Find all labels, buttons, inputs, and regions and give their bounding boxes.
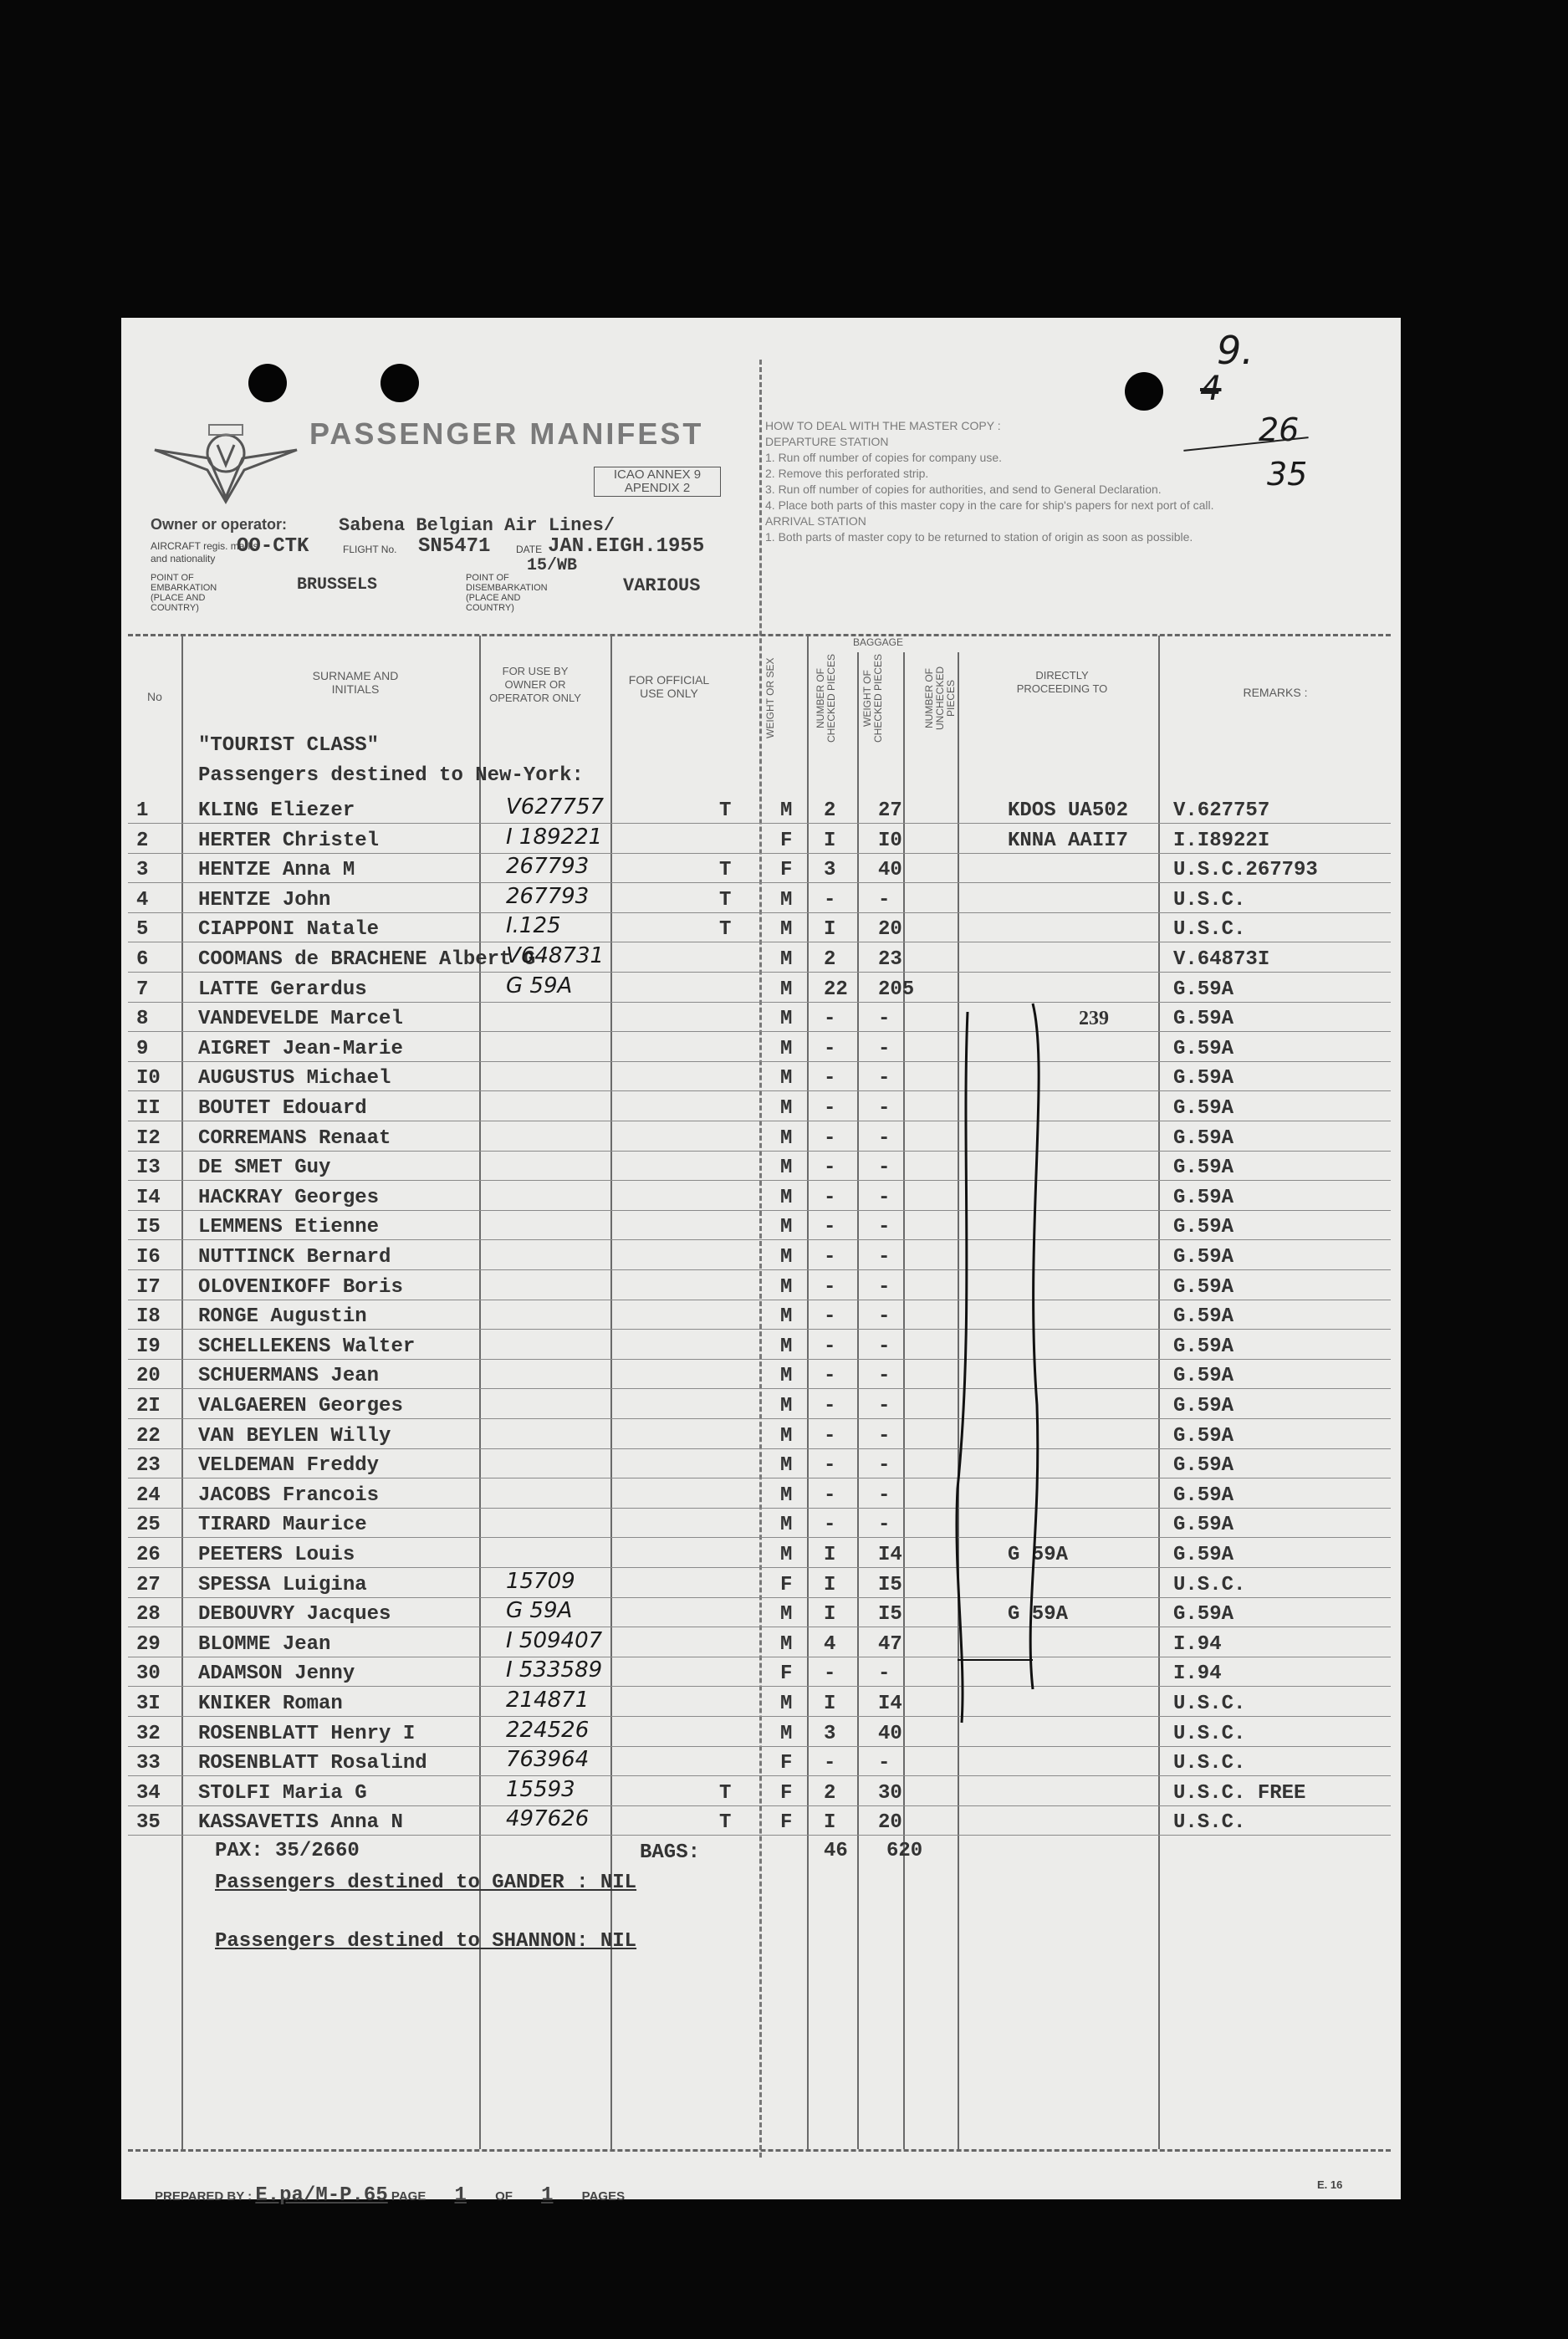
passenger-sex: M	[780, 1633, 793, 1656]
proceeding-to: G 59A	[1008, 1603, 1069, 1626]
passenger-sex: M	[780, 889, 793, 912]
remarks-value: G.59A	[1173, 1067, 1234, 1090]
checked-weight: I4	[878, 1693, 902, 1715]
col-header-unchecked: NUMBER OF UNCHECKED PIECES	[923, 666, 957, 731]
remarks-value: G.59A	[1173, 1305, 1234, 1328]
checked-pieces: -	[824, 1454, 836, 1477]
checked-pieces: 3	[824, 859, 836, 881]
page-label: PAGE	[391, 2189, 426, 2204]
checked-pieces: -	[824, 1276, 836, 1299]
checked-weight: 20	[878, 1811, 902, 1834]
passenger-name: ROSENBLATT Henry I	[198, 1723, 416, 1745]
checked-pieces: I	[824, 1811, 836, 1834]
col-header-official-use: FOR OFFICIAL USE ONLY	[628, 673, 710, 700]
handwritten-number: 763964	[506, 1747, 590, 1772]
passenger-sex: M	[780, 1425, 793, 1448]
handwritten-number: 214871	[506, 1688, 590, 1713]
passenger-name: AUGUSTUS Michael	[198, 1067, 391, 1090]
remarks-value: G.59A	[1173, 1008, 1234, 1030]
owner-value: Sabena Belgian Air Lines/	[339, 515, 615, 536]
passenger-name: KNIKER Roman	[198, 1693, 343, 1715]
checked-pieces: I	[824, 1574, 836, 1596]
passenger-sex: M	[780, 1216, 793, 1238]
checked-weight: -	[878, 1038, 891, 1060]
instruction-line: HOW TO DEAL WITH THE MASTER COPY :	[765, 419, 1001, 432]
checked-weight: 27	[878, 799, 902, 822]
handwritten-marks	[121, 318, 1401, 2199]
form-code: E. 16	[1317, 2178, 1343, 2191]
handwritten-number: I 533589	[506, 1657, 603, 1683]
handwritten-number: G 59A	[506, 973, 573, 998]
remarks-value: I.I8922I	[1173, 830, 1270, 852]
row-number: 32	[136, 1723, 161, 1745]
bags-weight: 620	[886, 1840, 923, 1862]
checked-weight: 40	[878, 859, 902, 881]
col-header-weight-checked: WEIGHT OF CHECKED PIECES	[861, 653, 884, 743]
date-sub: 15/WB	[527, 556, 578, 575]
row-number: 8	[136, 1008, 149, 1030]
handwritten-number: 267793	[506, 884, 590, 909]
row-number: 20	[136, 1365, 161, 1387]
passenger-name: BOUTET Edouard	[198, 1097, 367, 1120]
checked-weight: -	[878, 1305, 891, 1328]
handwritten-number: I 509407	[506, 1628, 603, 1653]
row-number: I2	[136, 1127, 161, 1150]
passenger-name: HENTZE Anna M	[198, 859, 355, 881]
passenger-sex: M	[780, 1067, 793, 1090]
date-value: JAN.EIGH.1955	[548, 535, 705, 558]
row-number: I7	[136, 1276, 161, 1299]
corner-note: 35	[1267, 456, 1308, 493]
instruction-line: 2. Remove this perforated strip.	[765, 467, 929, 480]
passenger-name: HACKRAY Georges	[198, 1187, 380, 1209]
remarks-value: G.59A	[1173, 1216, 1234, 1238]
remarks-value: G.59A	[1173, 1097, 1234, 1120]
passenger-sex: M	[780, 1127, 793, 1150]
col-header-baggage: BAGGAGE	[852, 636, 904, 648]
checked-pieces: I	[824, 1544, 836, 1566]
checked-weight: -	[878, 1187, 891, 1209]
row-number: 2	[136, 830, 149, 852]
passenger-name: KLING Eliezer	[198, 799, 355, 822]
document-title: PASSENGER MANIFEST	[309, 416, 704, 451]
remarks-value: G.59A	[1173, 1484, 1234, 1507]
row-number: 9	[136, 1038, 149, 1060]
row-number: I8	[136, 1305, 161, 1328]
handwritten-number: 267793	[506, 854, 590, 879]
row-number: 23	[136, 1454, 161, 1477]
passenger-sex: M	[780, 1305, 793, 1328]
checked-weight: -	[878, 1752, 891, 1775]
row-number: 29	[136, 1633, 161, 1656]
remarks-value: G.59A	[1173, 1603, 1234, 1626]
passenger-sex: M	[780, 1187, 793, 1209]
handwritten-number: 497626	[506, 1806, 590, 1831]
row-number: 35	[136, 1811, 161, 1834]
row-number: 6	[136, 948, 149, 971]
checked-weight: -	[878, 1454, 891, 1477]
checked-weight: -	[878, 1484, 891, 1507]
passenger-name: KASSAVETIS Anna N	[198, 1811, 403, 1834]
checked-pieces: -	[824, 1097, 836, 1120]
passenger-sex: M	[780, 1454, 793, 1477]
passenger-sex: M	[780, 918, 793, 941]
row-number: 34	[136, 1782, 161, 1805]
section-new-york: Passengers destined to New-York:	[198, 764, 584, 787]
checked-weight: I5	[878, 1603, 902, 1626]
remarks-value: U.S.C.	[1173, 1752, 1246, 1775]
checked-weight: -	[878, 1157, 891, 1179]
row-number: 4	[136, 889, 149, 912]
passenger-sex: F	[780, 859, 793, 881]
row-number: I6	[136, 1246, 161, 1269]
passenger-sex: F	[780, 830, 793, 852]
col-header-directly: DIRECTLY PROCEEDING TO	[1016, 669, 1108, 695]
checked-pieces: 4	[824, 1633, 836, 1656]
checked-pieces: I	[824, 830, 836, 852]
remarks-value: U.S.C.	[1173, 1693, 1246, 1715]
row-number: 3	[136, 859, 149, 881]
checked-weight: -	[878, 889, 891, 912]
ticket-mark: T	[719, 889, 732, 912]
passenger-sex: M	[780, 1157, 793, 1179]
of-label: OF	[495, 2189, 513, 2204]
remarks-value: G.59A	[1173, 1454, 1234, 1477]
passenger-sex: M	[780, 1335, 793, 1358]
passenger-sex: F	[780, 1752, 793, 1775]
row-number: 30	[136, 1662, 161, 1685]
checked-weight: 40	[878, 1723, 902, 1745]
handwritten-number: V648731	[506, 943, 605, 968]
passenger-sex: F	[780, 1811, 793, 1834]
passenger-sex: M	[780, 1723, 793, 1745]
passenger-name: ROSENBLATT Rosalind	[198, 1752, 427, 1775]
passenger-name: PEETERS Louis	[198, 1544, 355, 1566]
checked-pieces: 3	[824, 1723, 836, 1745]
bags-label: BAGS:	[640, 1841, 701, 1864]
row-number: 1	[136, 799, 149, 822]
passenger-sex: F	[780, 1782, 793, 1805]
row-number: I3	[136, 1157, 161, 1179]
date-label: DATE	[516, 544, 543, 555]
passenger-name: OLOVENIKOFF Boris	[198, 1276, 403, 1299]
section-class: "TOURIST CLASS"	[198, 734, 380, 757]
remarks-value: U.S.C.	[1173, 1574, 1246, 1596]
col-header-surname: SURNAME AND INITIALS	[312, 669, 399, 696]
passenger-sex: M	[780, 1246, 793, 1269]
owner-label: Owner or operator:	[151, 516, 288, 533]
remarks-value: I.94	[1173, 1633, 1222, 1656]
checked-weight: I4	[878, 1544, 902, 1566]
checked-weight: -	[878, 1246, 891, 1269]
checked-weight: -	[878, 1514, 891, 1536]
remarks-value: U.S.C.	[1173, 918, 1246, 941]
remarks-value: G.59A	[1173, 1395, 1234, 1417]
passenger-name: HENTZE John	[198, 889, 331, 912]
passenger-name: DEBOUVRY Jacques	[198, 1603, 391, 1626]
checked-weight: -	[878, 1662, 891, 1685]
remarks-value: G.59A	[1173, 1276, 1234, 1299]
embark-label: POINT OF EMBARKATION (PLACE AND COUNTRY)	[151, 573, 217, 613]
passenger-name: RONGE Augustin	[198, 1305, 367, 1328]
passenger-name: DE SMET Guy	[198, 1157, 331, 1179]
instruction-line: ARRIVAL STATION	[765, 514, 866, 528]
handwritten-number: V627757	[506, 794, 605, 820]
row-number: 27	[136, 1574, 161, 1596]
remarks-value: U.S.C.267793	[1173, 859, 1318, 881]
passenger-sex: F	[780, 1574, 793, 1596]
checked-weight: -	[878, 1127, 891, 1150]
manifest-sheet	[121, 318, 1401, 2207]
checked-pieces: -	[824, 1514, 836, 1536]
row-number: 7	[136, 978, 149, 1001]
row-number: 26	[136, 1544, 161, 1566]
disembark-value: VARIOUS	[623, 575, 701, 596]
ticket-mark: T	[719, 918, 732, 941]
checked-pieces: -	[824, 1067, 836, 1090]
checked-pieces: -	[824, 1395, 836, 1417]
passenger-sex: M	[780, 1603, 793, 1626]
remarks-value: U.S.C.	[1173, 1723, 1246, 1745]
handwritten-number: 15593	[506, 1777, 575, 1802]
checked-pieces: -	[824, 1127, 836, 1150]
passenger-sex: M	[780, 1484, 793, 1507]
passenger-name: LATTE Gerardus	[198, 978, 367, 1001]
checked-weight: -	[878, 1395, 891, 1417]
checked-pieces: -	[824, 1157, 836, 1179]
passenger-sex: M	[780, 1097, 793, 1120]
handwritten-number: 15709	[506, 1569, 575, 1594]
remarks-value: U.S.C. FREE	[1173, 1782, 1306, 1805]
passenger-name: VELDEMAN Freddy	[198, 1454, 380, 1477]
row-number: I9	[136, 1335, 161, 1358]
checked-pieces: -	[824, 1305, 836, 1328]
proceeding-to: G 59A	[1008, 1544, 1069, 1566]
row-number: I0	[136, 1067, 161, 1090]
checked-pieces: 2	[824, 948, 836, 971]
row-number: 24	[136, 1484, 161, 1507]
corner-note: 26	[1259, 411, 1300, 448]
ticket-mark: T	[719, 1782, 732, 1805]
proceeding-to: KNNA AAII7	[1008, 830, 1129, 852]
checked-weight: 30	[878, 1782, 902, 1805]
row-number: 5	[136, 918, 149, 941]
passenger-name: VANDEVELDE Marcel	[198, 1008, 403, 1030]
passenger-sex: M	[780, 948, 793, 971]
remarks-value: G.59A	[1173, 1246, 1234, 1269]
col-header-owner-use: FOR USE BY OWNER OR OPERATOR ONLY	[489, 665, 581, 704]
corner-note: 9.	[1217, 328, 1254, 373]
proceeding-to: 239	[1079, 1008, 1109, 1029]
corner-note: 4	[1200, 370, 1222, 408]
checked-pieces: -	[824, 1425, 836, 1448]
row-number: 25	[136, 1514, 161, 1536]
checked-weight: -	[878, 1097, 891, 1120]
checked-weight: I5	[878, 1574, 902, 1596]
checked-pieces: 2	[824, 1782, 836, 1805]
proceeding-to: KDOS UA502	[1008, 799, 1129, 822]
remarks-value: I.94	[1173, 1662, 1222, 1685]
pages-label: PAGES	[581, 2189, 626, 2204]
row-number: I4	[136, 1187, 161, 1209]
remarks-value: V.627757	[1173, 799, 1270, 822]
section-gander: Passengers destined to GANDER : NIL	[215, 1872, 637, 1894]
page-value: 1	[454, 2184, 467, 2207]
passenger-name: BLOMME Jean	[198, 1633, 331, 1656]
aircraft-label: AIRCRAFT regis. marks and nationality	[151, 540, 258, 564]
flight-label: FLIGHT No.	[343, 544, 397, 555]
remarks-value: G.59A	[1173, 1157, 1234, 1179]
passenger-sex: M	[780, 1395, 793, 1417]
passenger-name: COOMANS de BRACHENE Albert G	[198, 948, 536, 971]
checked-weight: -	[878, 1365, 891, 1387]
remarks-value: G.59A	[1173, 1187, 1234, 1209]
checked-weight: -	[878, 1335, 891, 1358]
passenger-sex: M	[780, 1038, 793, 1060]
bags-pieces: 46	[824, 1840, 848, 1862]
table-bottom-border	[128, 2149, 1391, 2152]
checked-pieces: -	[824, 1216, 836, 1238]
instruction-line: 1. Run off number of copies for company use.	[765, 451, 1003, 464]
passenger-name: NUTTINCK Bernard	[198, 1246, 391, 1269]
checked-pieces: -	[824, 1484, 836, 1507]
footer	[155, 2184, 625, 2207]
ticket-mark: T	[719, 799, 732, 822]
passenger-sex: M	[780, 978, 793, 1001]
checked-weight: 205	[878, 978, 915, 1001]
pax-total: PAX: 35/2660	[215, 1840, 360, 1862]
remarks-value: G.59A	[1173, 1544, 1234, 1566]
passenger-sex: M	[780, 1365, 793, 1387]
checked-pieces: I	[824, 1603, 836, 1626]
passenger-name: CIAPPONI Natale	[198, 918, 380, 941]
checked-pieces: -	[824, 889, 836, 912]
passenger-name: ADAMSON Jenny	[198, 1662, 355, 1685]
checked-pieces: -	[824, 1365, 836, 1387]
row-number: 3I	[136, 1693, 161, 1715]
col-header-no: No	[147, 690, 162, 703]
checked-pieces: -	[824, 1038, 836, 1060]
col-header-weight-sex: WEIGHT OR SEX	[764, 657, 776, 739]
icao-annex-box: ICAO ANNEX 9 APENDIX 2	[594, 467, 721, 497]
row-number: 28	[136, 1603, 161, 1626]
row-number: 2I	[136, 1395, 161, 1417]
section-shannon: Passengers destined to SHANNON: NIL	[215, 1930, 637, 1953]
passenger-name: STOLFI Maria G	[198, 1782, 367, 1805]
embark-value: BRUSSELS	[297, 575, 378, 595]
passenger-name: JACOBS Francois	[198, 1484, 380, 1507]
passenger-sex: M	[780, 799, 793, 822]
checked-pieces: 22	[824, 978, 848, 1001]
checked-pieces: 2	[824, 799, 836, 822]
passenger-sex: M	[780, 1276, 793, 1299]
checked-weight: I0	[878, 830, 902, 852]
remarks-value: G.59A	[1173, 1127, 1234, 1150]
checked-pieces: -	[824, 1752, 836, 1775]
passenger-name: SCHELLEKENS Walter	[198, 1335, 416, 1358]
checked-weight: -	[878, 1067, 891, 1090]
passenger-sex: M	[780, 1544, 793, 1566]
col-header-remarks: REMARKS :	[1243, 686, 1308, 699]
checked-pieces: -	[824, 1187, 836, 1209]
remarks-value: G.59A	[1173, 1335, 1234, 1358]
of-value: 1	[541, 2184, 554, 2207]
handwritten-number: 224526	[506, 1718, 590, 1743]
instruction-line: 1. Both parts of master copy to be returned to station of origin as soon as possible.	[765, 530, 1193, 544]
passenger-sex: F	[780, 1662, 793, 1685]
passenger-name: SPESSA Luigina	[198, 1574, 367, 1596]
remarks-value: G.59A	[1173, 1038, 1234, 1060]
col-header-checked-pieces: NUMBER OF CHECKED PIECES	[815, 653, 837, 743]
instruction-line: 3. Run off number of copies for authorities, and send to General Declaration.	[765, 483, 1162, 496]
checked-weight: -	[878, 1276, 891, 1299]
passenger-sex: M	[780, 1008, 793, 1030]
ticket-mark: T	[719, 859, 732, 881]
passenger-name: AIGRET Jean-Marie	[198, 1038, 403, 1060]
passenger-name: TIRARD Maurice	[198, 1514, 367, 1536]
passenger-sex: M	[780, 1693, 793, 1715]
instruction-line: 4. Place both parts of this master copy in the care for ship's papers for next port of call.	[765, 498, 1214, 512]
handwritten-number: I.125	[506, 913, 561, 938]
remarks-value: V.64873I	[1173, 948, 1270, 971]
row-number: 33	[136, 1752, 161, 1775]
passenger-name: CORREMANS Renaat	[198, 1127, 391, 1150]
remarks-value: G.59A	[1173, 1365, 1234, 1387]
checked-weight: -	[878, 1008, 891, 1030]
handwritten-number: I 189221	[506, 825, 603, 850]
checked-weight: 47	[878, 1633, 902, 1656]
checked-weight: -	[878, 1425, 891, 1448]
remarks-value: U.S.C.	[1173, 1811, 1246, 1834]
prepared-label: PREPARED BY :	[155, 2189, 253, 2204]
checked-pieces: I	[824, 1693, 836, 1715]
row-number: 22	[136, 1425, 161, 1448]
passenger-name: LEMMENS Etienne	[198, 1216, 380, 1238]
row-number: II	[136, 1097, 161, 1120]
passenger-name: VAN BEYLEN Willy	[198, 1425, 391, 1448]
remarks-value: U.S.C.	[1173, 889, 1246, 912]
checked-weight: 23	[878, 948, 902, 971]
checked-pieces: -	[824, 1246, 836, 1269]
passenger-sex: M	[780, 1514, 793, 1536]
passenger-name: SCHUERMANS Jean	[198, 1365, 380, 1387]
remarks-value: G.59A	[1173, 1425, 1234, 1448]
passenger-name: HERTER Christel	[198, 830, 380, 852]
instruction-line: DEPARTURE STATION	[765, 435, 889, 448]
checked-weight: -	[878, 1216, 891, 1238]
row-number: I5	[136, 1216, 161, 1238]
checked-pieces: -	[824, 1662, 836, 1685]
flight-value: SN5471	[418, 535, 491, 558]
remarks-value: G.59A	[1173, 978, 1234, 1001]
handwritten-number: G 59A	[506, 1598, 573, 1623]
checked-pieces: -	[824, 1008, 836, 1030]
checked-weight: 20	[878, 918, 902, 941]
remarks-value: G.59A	[1173, 1514, 1234, 1536]
disembark-label: POINT OF DISEMBARKATION (PLACE AND COUNTRY)	[466, 573, 548, 613]
ticket-mark: T	[719, 1811, 732, 1834]
aircraft-value: OO-CTK	[237, 535, 309, 558]
prepared-value: E.pa/M-P.65	[255, 2184, 388, 2207]
checked-pieces: I	[824, 918, 836, 941]
passenger-name: VALGAEREN Georges	[198, 1395, 403, 1417]
checked-pieces: -	[824, 1335, 836, 1358]
